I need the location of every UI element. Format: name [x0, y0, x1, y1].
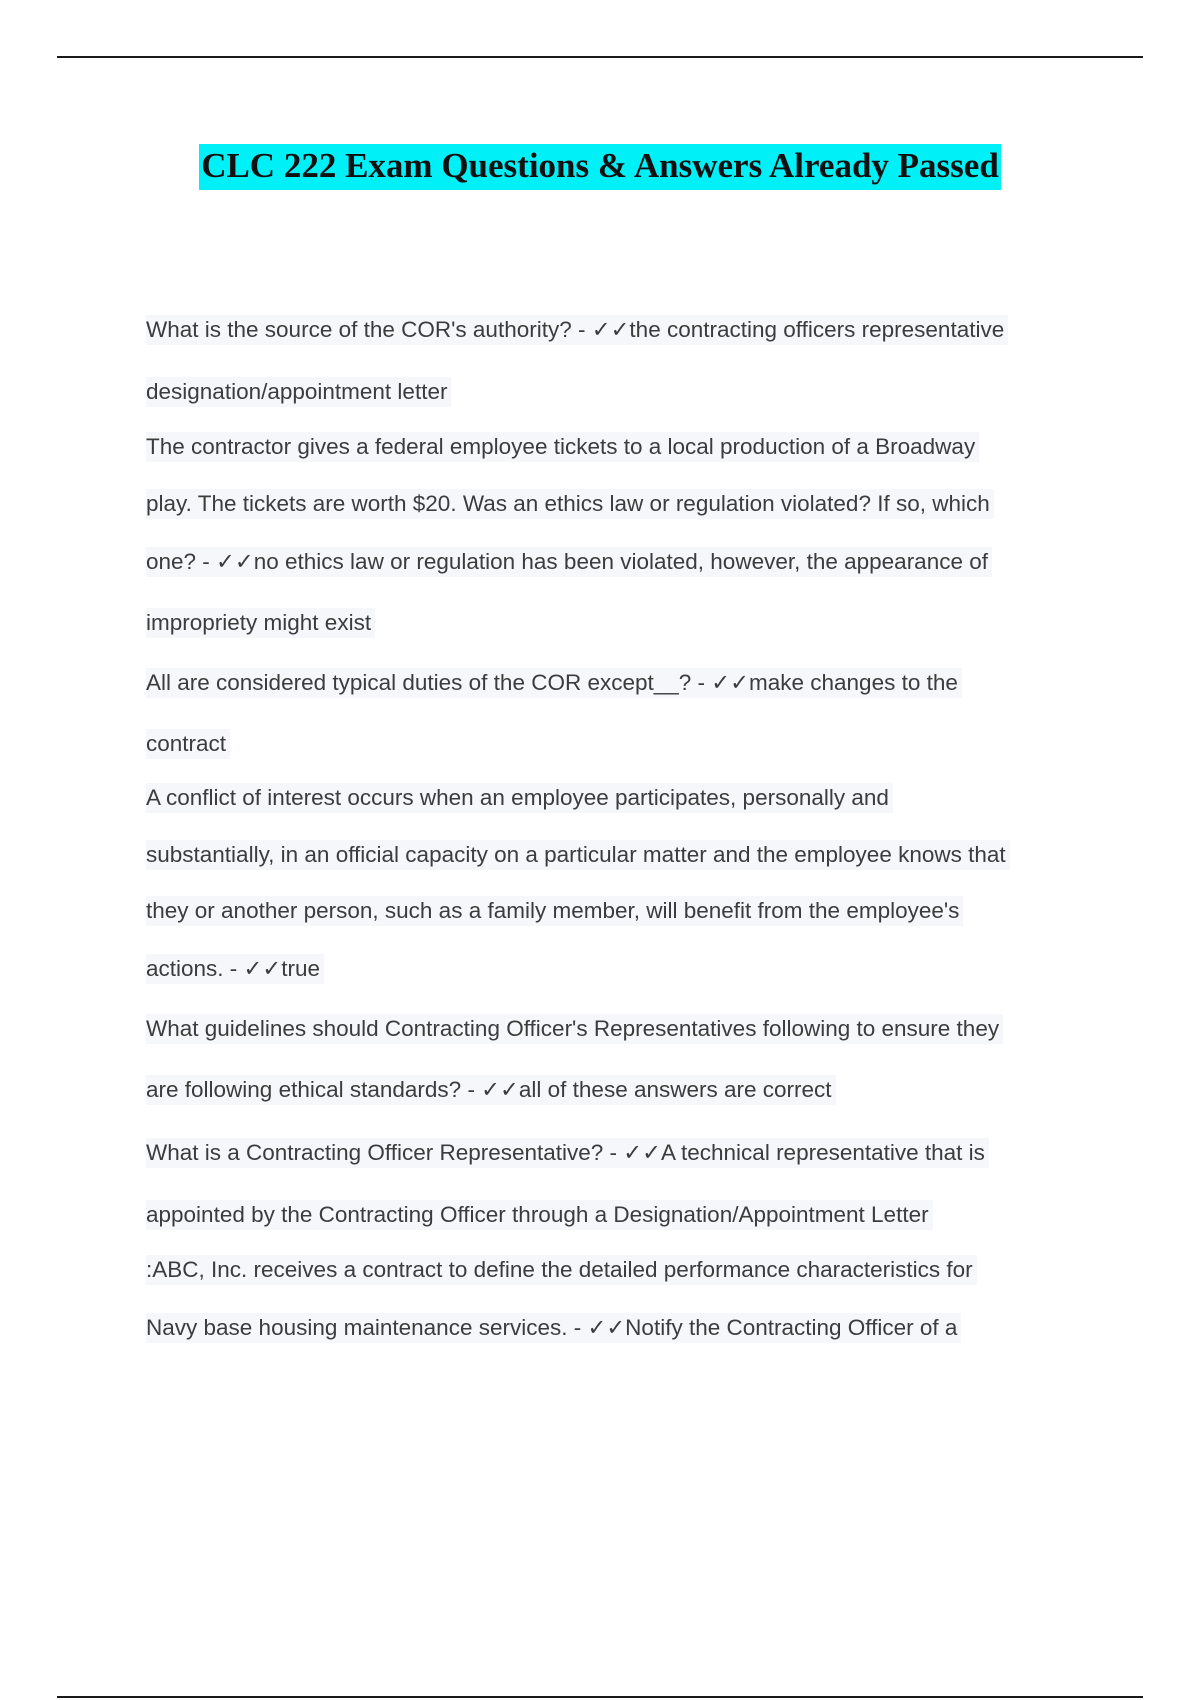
header-rule	[57, 56, 1143, 58]
text-line: :ABC, Inc. receives a contract to define the detailed performance characteristics for	[146, 1255, 977, 1285]
text-line: they or another person, such as a family member, will benefit from the employee's	[146, 896, 963, 926]
text-line: one? - ✓✓no ethics law or regulation has been violated, however, the appearance of	[146, 547, 992, 577]
text-line: Navy base housing maintenance services. - ✓✓Notify the Contracting Officer of a	[146, 1313, 961, 1343]
text-line: actions. - ✓✓true	[146, 954, 324, 984]
text-line: The contractor gives a federal employee tickets to a local production of a Broadway	[146, 432, 979, 462]
text-line: What is a Contracting Officer Representative? - ✓✓A technical representative that is	[146, 1138, 989, 1168]
text-line: contract	[146, 729, 230, 759]
text-line: are following ethical standards? - ✓✓all of these answers are correct	[146, 1075, 836, 1105]
text-line: play. The tickets are worth $20. Was an ethics law or regulation violated? If so, which	[146, 489, 994, 519]
text-line: substantially, in an official capacity on a particular matter and the employee knows that	[146, 840, 1010, 870]
text-line: What is the source of the COR's authority? - ✓✓the contracting officers representative	[146, 315, 1008, 345]
text-line: What guidelines should Contracting Officer's Representatives following to ensure they	[146, 1014, 1003, 1044]
text-line: appointed by the Contracting Officer through a Designation/Appointment Letter	[146, 1200, 933, 1230]
text-line: All are considered typical duties of the COR except__? - ✓✓make changes to the	[146, 668, 962, 698]
text-line: designation/appointment letter	[146, 377, 451, 407]
title-container	[0, 144, 1200, 190]
text-line: impropriety might exist	[146, 608, 375, 638]
footer-rule	[57, 1696, 1143, 1698]
document-title: CLC 222 Exam Questions & Answers Already Passed	[199, 144, 1001, 190]
text-line: A conflict of interest occurs when an employee participates, personally and	[146, 783, 893, 813]
